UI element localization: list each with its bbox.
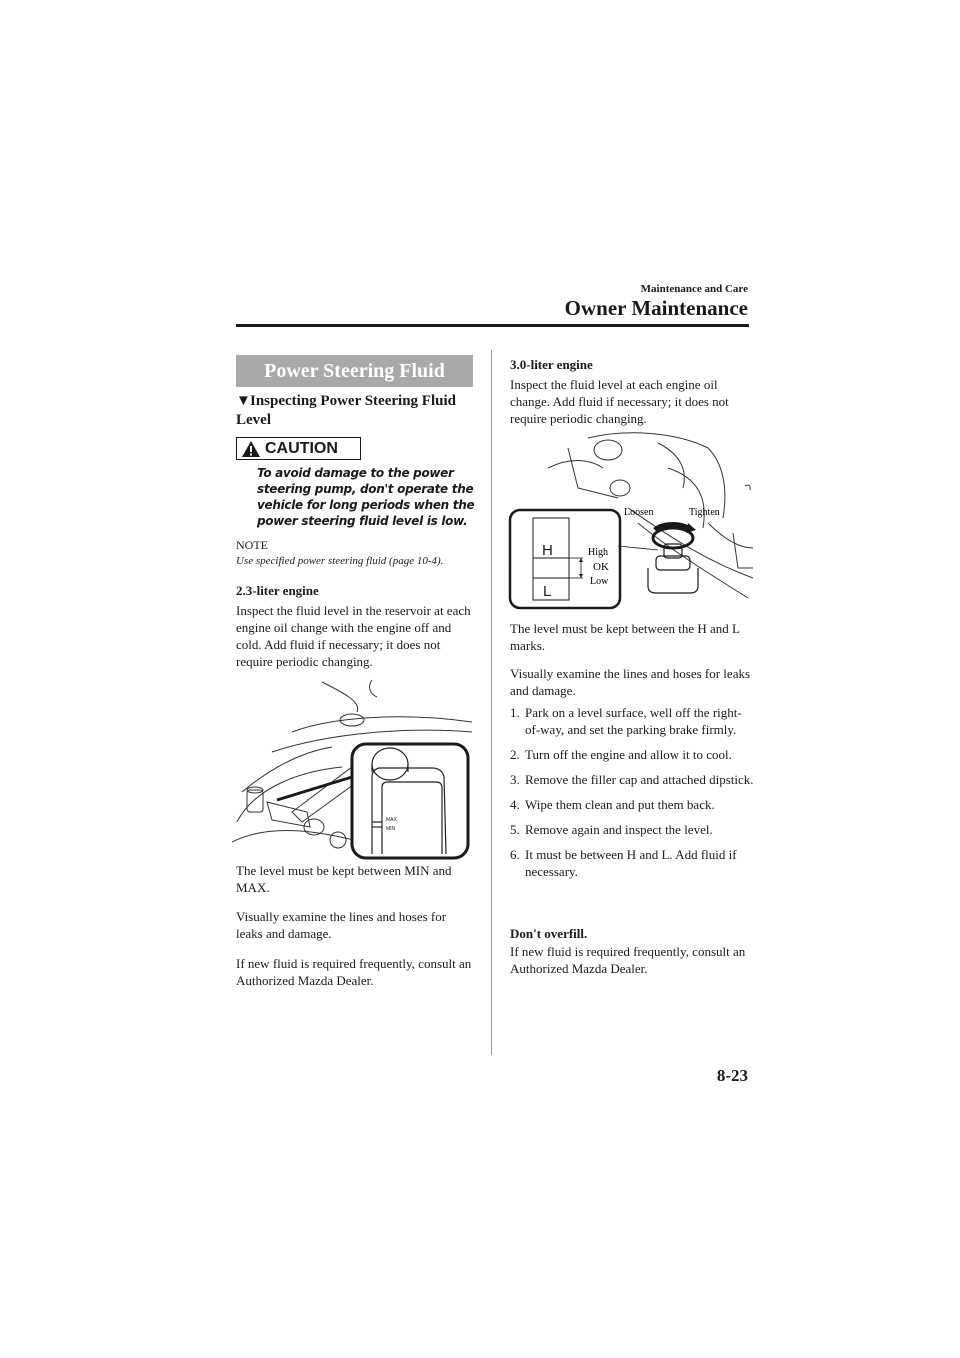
max-mark-label: MAX	[386, 817, 397, 823]
engine-text-23: Inspect the fluid level in the reservoir at each engine oil change with the engine off and cold. Add fluid if necessary; it does not require periodic changing.	[236, 603, 471, 669]
loosen-label: Loosen	[624, 507, 654, 518]
visual-text-23: Visually examine the lines and hoses for leaks and damage.	[236, 909, 447, 941]
high-label: High	[588, 547, 608, 558]
list-item: 5. Remove again and inspect the level.	[510, 822, 713, 837]
engine-heading-23: 2.3-liter engine	[236, 583, 319, 598]
column-divider	[491, 350, 492, 1055]
level-text-23: The level must be kept between MIN and MAX.	[236, 863, 452, 895]
list-item: 2. Turn off the engine and allow it to cool.	[510, 747, 732, 762]
dont-overfill: Don't overfill.	[510, 926, 588, 941]
list-item: 6. It must be between H and L. Add fluid if necessary.	[510, 847, 737, 879]
tighten-label: Tighten	[689, 507, 720, 518]
reservoir-figure-23	[232, 672, 472, 860]
l-mark-label: L	[543, 583, 552, 600]
min-mark-label: MIN	[386, 826, 396, 832]
low-label: Low	[590, 576, 609, 587]
subheading-text: Inspecting Power Steering Fluid Level	[236, 393, 456, 428]
header-rule	[236, 324, 749, 327]
list-item: 4. Wipe them clean and put them back.	[510, 797, 715, 812]
level-text-30: The level must be kept between the H and L marks.	[510, 621, 740, 653]
engine-heading-30: 3.0-liter engine	[510, 357, 593, 372]
list-item: 1. Park on a level surface, well off the right-of-way, and set the parking brake firmly.	[510, 705, 742, 737]
caution-label: CAUTION	[265, 439, 338, 457]
triangle-marker-icon: ▼	[236, 393, 251, 409]
list-item: 3. Remove the filler cap and attached dipstick.	[510, 772, 754, 787]
steps-list	[510, 704, 755, 888]
warning-icon	[241, 440, 261, 458]
consult-text-23: If new fluid is required frequently, consult an Authorized Mazda Dealer.	[236, 956, 472, 988]
caution-label-box	[236, 437, 361, 460]
caution-text: To avoid damage to the power steering pump, don't operate the vehicle for long periods when the power steering fluid level is low.	[257, 466, 475, 528]
section-banner: Power Steering Fluid	[236, 355, 473, 387]
chapter-title: Maintenance and Care	[640, 283, 748, 295]
note-label: NOTE	[236, 538, 268, 552]
h-mark-label: H	[542, 542, 553, 559]
visual-text-30: Visually examine the lines and hoses for leaks and damage.	[510, 666, 751, 698]
ok-label: OK	[593, 561, 609, 573]
section-title: Owner Maintenance	[564, 296, 748, 320]
subheading	[236, 392, 476, 430]
note-text: Use specified power steering fluid (page 10-4).	[236, 555, 444, 567]
page-number: 8-23	[716, 1066, 748, 1085]
engine-text-30: Inspect the fluid level at each engine oil change. Add fluid if necessary; it does not require periodic changing.	[510, 377, 729, 426]
consult-text-30: If new fluid is required frequently, consult an Authorized Mazda Dealer.	[510, 944, 746, 976]
reservoir-figure-30	[508, 428, 753, 612]
